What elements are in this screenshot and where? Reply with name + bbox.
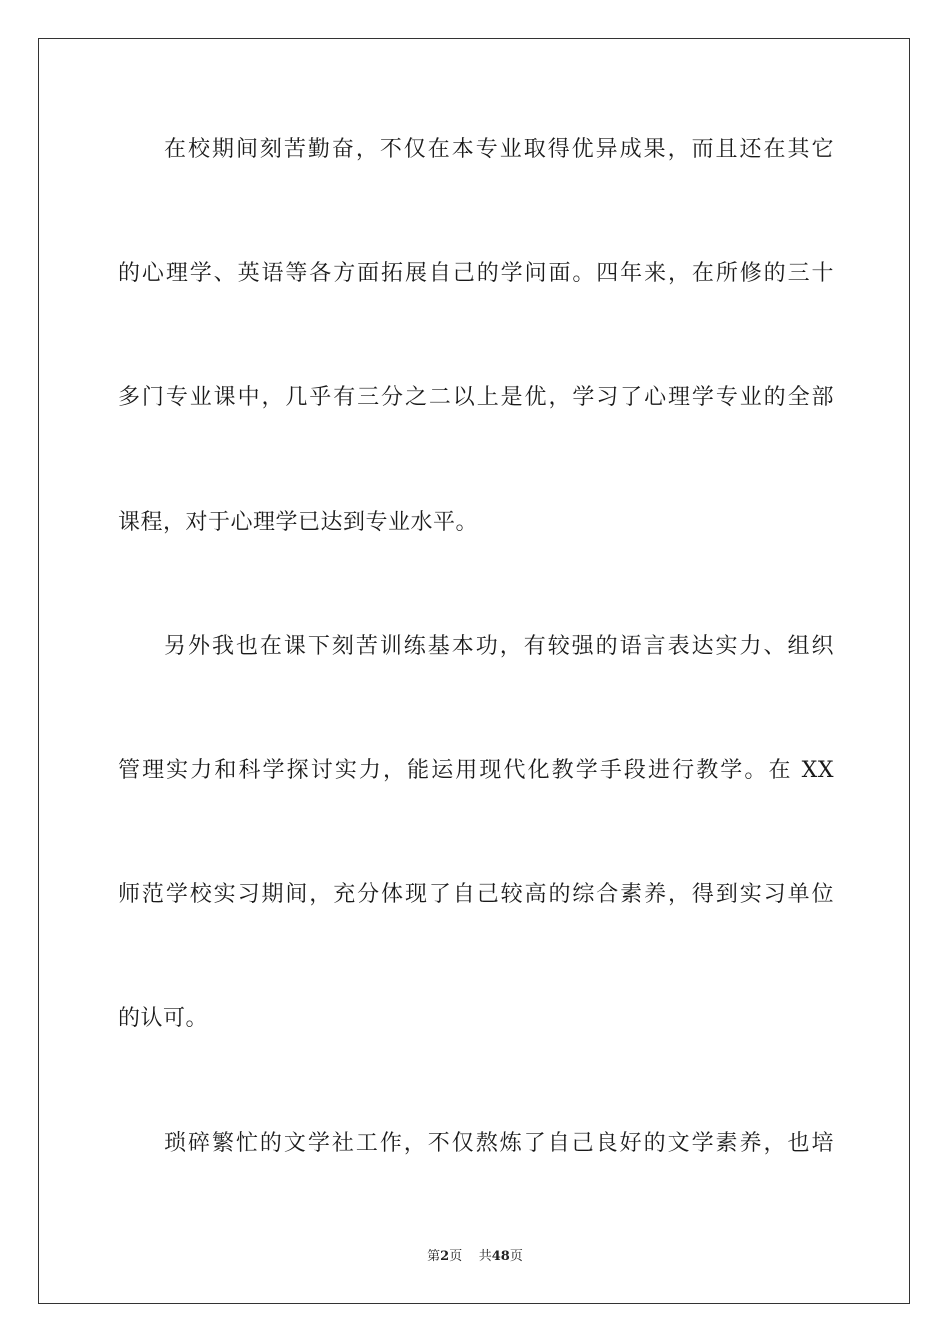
paragraph-2-line-3: 师范学校实习期间，充分体现了自己较高的综合素养，得到实习单位 <box>118 882 834 907</box>
page-suffix: 页 <box>449 1249 463 1264</box>
paragraph-1-line-3: 多门专业课中，几乎有三分之二以上是优，学习了心理学专业的全部 <box>118 385 834 410</box>
page-prefix: 第 <box>427 1249 441 1264</box>
total-suffix: 页 <box>509 1249 523 1264</box>
paragraph-3-line-1: 琐碎繁忙的文学社工作，不仅熬炼了自己良好的文学素养，也培 <box>164 1131 834 1156</box>
paragraph-2-line-2: 管理实力和科学探讨实力，能运用现代化教学手段进行教学。在 XX <box>118 758 834 783</box>
paragraph-2-line-4: 的认可。 <box>118 1006 209 1031</box>
total-pages: 48 <box>491 1249 510 1264</box>
page-footer <box>0 1248 950 1266</box>
paragraph-1-line-1: 在校期间刻苦勤奋，不仅在本专业取得优异成果，而且还在其它 <box>164 137 834 162</box>
paragraph-1-line-4: 课程，对于心理学已达到专业水平。 <box>118 510 479 535</box>
total-prefix: 共 <box>478 1249 492 1264</box>
page-number: 2 <box>440 1249 450 1264</box>
paragraph-2-line-1: 另外我也在课下刻苦训练基本功，有较强的语言表达实力、组织 <box>164 634 834 659</box>
paragraph-1-line-2: 的心理学、英语等各方面拓展自己的学问面。四年来，在所修的三十 <box>118 261 834 286</box>
page-border <box>38 38 910 1304</box>
